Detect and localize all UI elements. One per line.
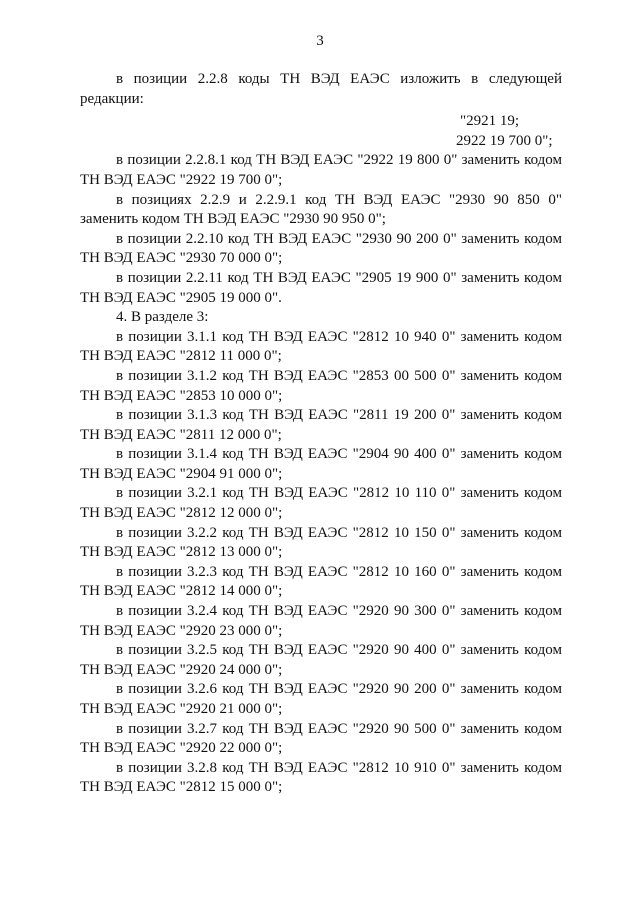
- amendment-paragraph: в позиции 3.2.5 код ТН ВЭД ЕАЭС "2920 90 400 0" заменить кодом ТН ВЭД ЕАЭС "2920 24 000 0";: [80, 642, 562, 678]
- document-body: [80, 70, 562, 798]
- new-code-line: "2921 19;: [460, 113, 520, 130]
- amendment-paragraph: в позиции 2.2.8.1 код ТН ВЭД ЕАЭС "2922 19 800 0" заменить кодом ТН ВЭД ЕАЭС "2922 19 700 0";: [80, 152, 562, 188]
- amendment-paragraph: в позиции 3.2.4 код ТН ВЭД ЕАЭС "2920 90 300 0" заменить кодом ТН ВЭД ЕАЭС "2920 23 000 0";: [80, 603, 562, 639]
- amendment-paragraph: в позиции 3.2.2 код ТН ВЭД ЕАЭС "2812 10 150 0" заменить кодом ТН ВЭД ЕАЭС "2812 13 000 0";: [80, 524, 562, 561]
- amendment-paragraph: в позиции 3.1.1 код ТН ВЭД ЕАЭС "2812 10 940 0" заменить кодом ТН ВЭД ЕАЭС "2812 11 000 0";: [80, 328, 562, 365]
- amendment-paragraph: в позиции 2.2.10 код ТН ВЭД ЕАЭС "2930 90 200 0" заменить кодом ТН ВЭД ЕАЭС "2930 70 000 0";: [80, 230, 562, 267]
- amendment-paragraph: в позиции 3.1.3 код ТН ВЭД ЕАЭС "2811 19 200 0" заменить кодом ТН ВЭД ЕАЭС "2811 12 000 0";: [80, 407, 562, 443]
- section-heading: 4. В разделе 3:: [116, 309, 209, 326]
- amendment-paragraph: в позиции 3.1.2 код ТН ВЭД ЕАЭС "2853 00 500 0" заменить кодом ТН ВЭД ЕАЭС "2853 10 000 0";: [80, 367, 562, 404]
- intro-paragraph: в позиции 2.2.8 коды ТН ВЭД ЕАЭС изложить в следующей редакции:: [80, 71, 562, 107]
- new-code-line: 2922 19 700 0";: [456, 132, 553, 149]
- amendment-paragraph: в позиции 3.2.3 код ТН ВЭД ЕАЭС "2812 10 160 0" заменить кодом ТН ВЭД ЕАЭС "2812 14 000 0";: [80, 563, 562, 600]
- amendment-paragraph: в позиции 3.2.6 код ТН ВЭД ЕАЭС "2920 90 200 0" заменить кодом ТН ВЭД ЕАЭС "2920 21 000 0";: [80, 681, 562, 717]
- page-number: 3: [316, 33, 324, 49]
- amendment-paragraph: в позиции 2.2.11 код ТН ВЭД ЕАЭС "2905 19 900 0" заменить кодом ТН ВЭД ЕАЭС "2905 19 000 0".: [80, 269, 562, 306]
- new-codes-block: [80, 112, 562, 151]
- amendment-paragraph: в позиции 3.1.4 код ТН ВЭД ЕАЭС "2904 90 400 0" заменить кодом ТН ВЭД ЕАЭС "2904 91 000 0";: [80, 446, 562, 482]
- amendment-paragraph: в позиции 3.2.8 код ТН ВЭД ЕАЭС "2812 10 910 0" заменить кодом ТН ВЭД ЕАЭС "2812 15 000 0";: [80, 759, 562, 796]
- amendment-paragraph: в позиции 3.2.7 код ТН ВЭД ЕАЭС "2920 90 500 0" заменить кодом ТН ВЭД ЕАЭС "2920 22 000 0";: [80, 720, 562, 757]
- amendment-paragraph: в позициях 2.2.9 и 2.2.9.1 код ТН ВЭД ЕАЭС "2930 90 850 0" заменить кодом ТН ВЭД ЕАЭС "2930 90 950 0";: [80, 191, 562, 228]
- amendment-paragraph: в позиции 3.2.1 код ТН ВЭД ЕАЭС "2812 10 110 0" заменить кодом ТН ВЭД ЕАЭС "2812 12 000 0";: [80, 485, 562, 522]
